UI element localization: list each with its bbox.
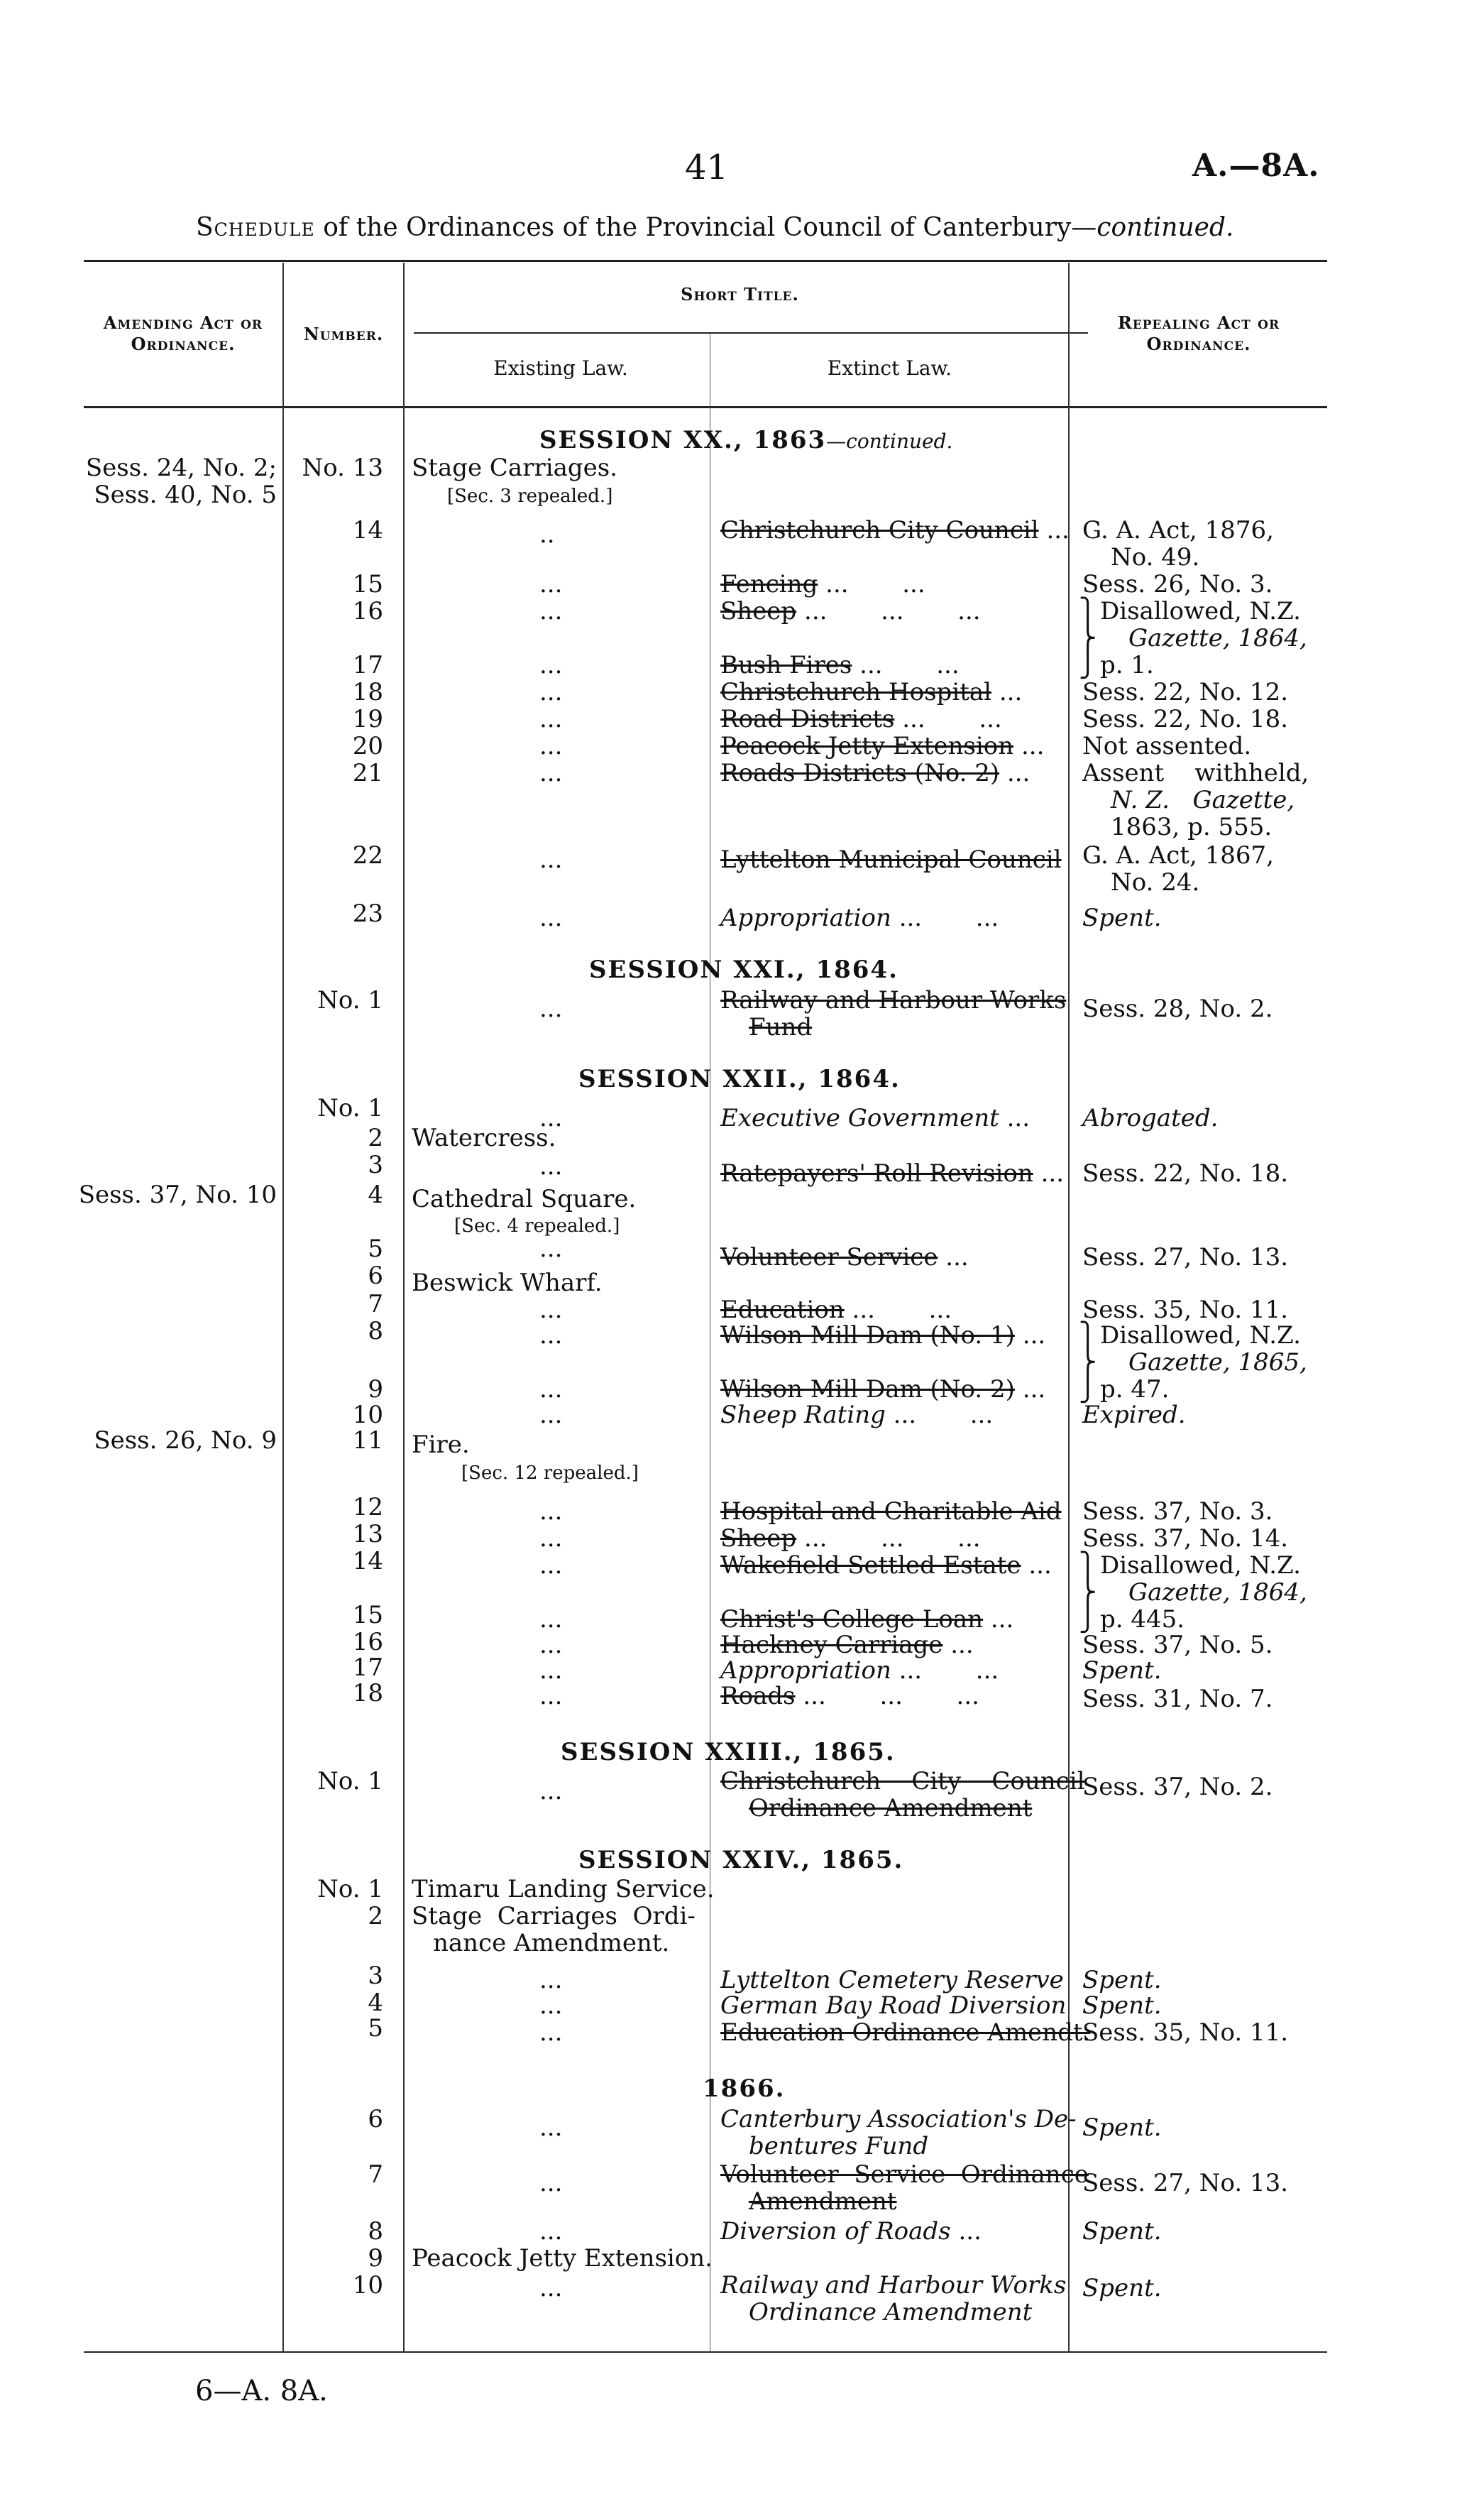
leader-dots: ... [539,995,563,1023]
repealing-cell: Sess. 37, No. 14. [1082,1524,1289,1553]
leader-dots: ... [1022,1321,1046,1350]
leader-dots: ... [539,1966,563,1994]
extinct-law: Lyttelton Cemetery Reserve [720,1966,1064,1994]
extinct-title: Wilson Mill Dam (No. 1) [720,1321,1015,1350]
existing-law-header: Existing Law. [493,356,628,380]
row-number: 4 [368,1181,383,1209]
row-number: No. 1 [317,986,383,1015]
extinct-law [720,1768,1084,1822]
session-heading [539,426,952,454]
row-number: 17 [352,1653,383,1682]
row-number: 3 [368,1151,383,1179]
leader-dots: ... ... [902,705,1002,733]
col-divider-1 [282,263,284,2351]
extinct-law [720,517,1070,544]
col-divider-2 [403,263,405,2351]
leader-dots: ... [539,732,563,760]
leader-dots: ... [539,1375,563,1404]
session-heading: SESSION XXIV., 1865. [578,1846,904,1874]
leader-dots: ... [990,1605,1014,1634]
repealing-cell: Sess. 37, No. 2. [1082,1773,1273,1801]
extinct-law [720,1606,1013,1633]
session-heading: SESSION XXI., 1864. [589,956,898,984]
repealing-header-line2: Ordinance. [1146,334,1251,354]
extinct-title: Sheep Rating [720,1401,886,1429]
existing-line: Stage Carriages Ordi- [412,1902,696,1930]
extinct-title: Ordinance Amendment [749,1794,1033,1822]
header-bottom-rule [84,406,1327,408]
extinct-title: Christchurch Hospital [720,678,992,706]
row-number: 6 [368,1262,383,1290]
extinct-law [720,2272,1066,2326]
repealing-cell: Sess. 37, No. 5. [1082,1631,1273,1659]
existing-law: Timaru Landing Service. [412,1875,715,1903]
extinct-title: bentures Fund [749,2132,929,2160]
repealing-cell: Expired. [1082,1401,1186,1429]
amending-cell [78,454,277,508]
repealing-cell: Sess. 22, No. 18. [1082,1159,1289,1188]
leader-dots: ... ... ... [804,597,981,625]
repealing-cell: Sess. 37, No. 3. [1082,1497,1273,1526]
leader-dots: ... ... [893,1401,994,1429]
table-bottom-rule [84,2351,1327,2353]
leader-dots: ... [539,2217,563,2246]
schedule-title-main: of the Ordinances of the Provincial Council of Canterbury— [314,213,1097,242]
leader-dots: ... [1022,1375,1046,1404]
leader-dots: ... ... ... [803,1682,979,1710]
leader-dots: ... [539,1497,563,1526]
extinct-law [720,760,1030,787]
repealing-cell: Spent. [1082,1656,1162,1685]
repealing-cell: Spent. [1082,2217,1162,2246]
existing-law: Beswick Wharf. [412,1269,603,1297]
extinct-title: Christ's College Loan [720,1605,984,1634]
repealing-line: G. A. Act, 1876, [1082,516,1274,545]
row-number: 22 [352,841,383,870]
leader-dots: ... [539,1104,563,1132]
extinct-law [720,1105,1030,1132]
extinct-law [720,1683,979,1710]
schedule-title-continued: continued. [1096,213,1234,242]
leader-dots: ... [539,1152,563,1181]
repealing-cell: Sess. 27, No. 13. [1082,2169,1289,2197]
repealing-cell: Not assented. [1082,732,1252,760]
repealing-line: Disallowed, N.Z. [1100,1321,1301,1350]
amending-line: Sess. 40, No. 5 [94,481,277,509]
extinct-title: Peacock Jetty Extension [720,732,1014,760]
session-heading: SESSION XXII., 1864. [578,1065,901,1093]
amending-cell: Sess. 37, No. 10 [78,1181,277,1209]
brace-icon: ⎫ ⎬ ⎭ [1079,1321,1097,1404]
row-number: 16 [352,1628,383,1656]
extinct-title: Fund [749,1013,813,1041]
repealing-cell: Sess. 26, No. 3. [1082,570,1273,598]
row-number: No. 1 [317,1767,383,1795]
extinct-title: Bush Fires [720,651,852,679]
leader-dots: .. [539,520,555,549]
row-number: 10 [352,1401,383,1429]
row-number: 2 [368,1124,383,1152]
extinct-law [720,1657,999,1684]
row-number: 8 [368,1317,383,1345]
leader-dots: ... [539,904,563,932]
repealing-cell [1100,1552,1307,1633]
extinct-law [720,2218,982,2245]
row-number: 16 [352,597,383,625]
extinct-title: Appropriation [720,904,891,932]
repealing-cell: Sess. 22, No. 12. [1082,678,1289,706]
amending-header-line2: Ordinance. [131,334,236,354]
extinct-title: Hackney Carriage [720,1631,943,1659]
repealing-line: Gazette, 1864, [1128,1578,1307,1607]
repealing-cell [1082,760,1309,841]
row-number: No. 13 [302,454,383,482]
leader-dots: ... [539,1777,563,1805]
extinct-title: Hospital and Charitable Aid [720,1497,1062,1526]
extinct-law [720,1498,1062,1525]
repealing-line: p. 47. [1100,1375,1170,1404]
row-number: No. 1 [317,1094,383,1122]
repealing-line: Gazette, 1864, [1128,624,1307,652]
leader-dots: ... [539,678,563,706]
brace-icon: ⎫ ⎬ ⎭ [1079,597,1097,679]
existing-line: nance Amendment. [433,1929,670,1957]
row-number: 13 [352,1520,383,1548]
leader-dots: ... [539,1524,563,1553]
leader-dots: ... [539,1682,563,1710]
repealing-line: Assent withheld, [1082,759,1309,787]
leader-dots: ... [539,846,563,874]
extinct-title: Railway and Harbour Works [720,986,1067,1015]
row-number: 7 [368,1290,383,1318]
extinct-law [720,904,999,931]
section-note: [Sec. 3 repealed.] [447,486,613,507]
repealing-cell: Sess. 35, No. 11. [1082,1296,1289,1324]
extinct-title: Railway and Harbour Works [720,2271,1067,2300]
extinct-title: Appropriation [720,1656,891,1685]
extinct-title: Education [720,1296,845,1324]
repealing-line: No. 49. [1111,543,1200,572]
repealing-line: p. 445. [1100,1605,1185,1634]
extinct-title: Canterbury Association's De- [720,2105,1077,2133]
session-heading: SESSION XXIII., 1865. [561,1738,896,1766]
leader-dots: ... ... [859,651,960,679]
leader-dots: ... [539,759,563,787]
row-number: 5 [368,2014,383,2043]
leader-dots: ... [539,2274,563,2302]
existing-law [412,1903,696,1957]
extinct-law [720,2161,1089,2215]
extinct-title: Lyttelton Municipal Council [720,846,1062,874]
session-title: SESSION XX., 1863 [539,426,827,454]
leader-dots: ... ... ... [804,1524,981,1553]
leader-dots: ... [539,705,563,733]
extinct-law [720,1376,1045,1403]
leader-dots: ... [539,1296,563,1324]
leader-dots: ... [539,1235,563,1263]
extinct-title: Wilson Mill Dam (No. 2) [720,1375,1015,1404]
short-title-header: Short Title. [681,284,799,305]
extinct-title: Roads Districts (No. 2) [720,759,1000,787]
leader-dots: ... [1028,1551,1052,1580]
repealing-cell [1082,842,1274,896]
row-number: 20 [352,732,383,760]
extinct-law [720,733,1044,760]
schedule-title [196,213,1233,242]
row-number: 19 [352,705,383,733]
section-note: [Sec. 4 repealed.] [454,1215,620,1237]
existing-law: Peacock Jetty Extension. [412,2244,713,2273]
repealing-line: No. 24. [1111,868,1200,897]
extinct-title: Volunteer Service Ordinance [720,2160,1089,2189]
row-number: 12 [352,1493,383,1521]
repealing-cell: Sess. 31, No. 7. [1082,1685,1273,1713]
extinct-title: Christchurch City Council [720,1767,1085,1795]
extinct-title: Diversion of Roads [720,2217,951,2246]
repealing-cell: Abrogated. [1082,1104,1219,1132]
repealing-cell: Spent. [1082,904,1162,932]
repealing-header [1070,312,1327,355]
leader-dots: ... [539,2169,563,2197]
leader-dots: ... [539,1401,563,1429]
amending-header [84,312,282,355]
repealing-cell: Sess. 28, No. 2. [1082,995,1273,1023]
extinct-law [720,652,960,679]
schedule-title-lead: Schedule [196,213,315,242]
row-number: 21 [352,759,383,787]
extinct-title: Volunteer Service [720,1243,938,1272]
extinct-law [720,706,1002,733]
row-number: 9 [368,1375,383,1404]
leader-dots: ... [539,651,563,679]
leader-dots: ... [1021,732,1045,760]
row-number: 10 [352,2271,383,2300]
leader-dots: ... [539,570,563,598]
existing-law: Fire. [412,1431,470,1459]
leader-dots: ... [950,1631,974,1659]
leader-dots: ... [1006,759,1030,787]
extinct-law [720,2106,1077,2160]
repealing-cell: Spent. [1082,1991,1162,2020]
row-number: 2 [368,1902,383,1930]
printer-signature: 6—A. 8A. [195,2375,328,2407]
extinct-law [720,679,1022,706]
extinct-law [720,1322,1045,1349]
leader-dots: ... [1040,1159,1065,1188]
extinct-law [720,598,981,625]
repealing-cell [1082,517,1274,571]
extinct-law [720,1401,993,1428]
amending-header-line1: Amending Act or [103,312,263,333]
repealing-line: N. Z. Gazette, [1111,786,1295,814]
amending-line: Sess. 24, No. 2; [85,454,277,482]
row-number: 18 [352,1679,383,1707]
repealing-cell: Spent. [1082,2114,1162,2142]
leader-dots: ... ... [825,570,925,598]
extinct-title: Road Districts [720,705,895,733]
table-top-rule [84,260,1327,262]
leader-dots: ... [945,1243,969,1272]
row-number: 15 [352,570,383,598]
repealing-line: p. 1. [1100,651,1154,679]
leader-dots: ... [539,1656,563,1685]
repealing-line: Disallowed, N.Z. [1100,597,1301,625]
extinct-law [720,1552,1052,1579]
row-number: 6 [368,2105,383,2133]
existing-law: Stage Carriages. [412,454,617,482]
repealing-cell [1100,598,1307,679]
repealing-cell: Sess. 35, No. 11. [1082,2018,1289,2047]
repealing-line: Gazette, 1865, [1128,1348,1307,1377]
leader-dots: ... [1006,1104,1030,1132]
row-number: 23 [352,899,383,928]
row-number: 3 [368,1962,383,1990]
leader-dots: ... [1046,516,1070,545]
extinct-law [720,846,1062,873]
row-number: 5 [368,1235,383,1263]
leader-dots: ... [539,1991,563,2020]
number-header: Number. [303,324,384,344]
extinct-law: German Bay Road Diversion [720,1991,1067,2020]
extinct-law [720,1525,981,1552]
leader-dots: ... [539,1605,563,1634]
extinct-law [720,1296,952,1323]
extinct-title: Fencing [720,570,818,598]
document-reference: A.—8A. [1192,148,1320,184]
leader-dots: ... ... [852,1296,952,1324]
leader-dots: ... [539,2018,563,2047]
year-heading: 1866. [703,2074,786,2103]
repealing-line: G. A. Act, 1867, [1082,841,1274,870]
leader-dots: ... ... [898,1656,999,1685]
short-title-rule [414,332,1088,334]
leader-dots: ... ... [898,904,999,932]
existing-law: Cathedral Square. [412,1185,637,1213]
extinct-title: Ratepayers' Roll Revision [720,1159,1033,1188]
extinct-law [720,1631,974,1658]
session-suffix: —continued. [826,430,953,453]
row-number: 9 [368,2244,383,2273]
repealing-line: Disallowed, N.Z. [1100,1551,1301,1580]
row-number: 14 [352,1547,383,1575]
row-number: 17 [352,651,383,679]
leader-dots: ... [539,1631,563,1659]
amending-cell: Sess. 26, No. 9 [94,1426,277,1455]
repealing-cell [1100,1322,1307,1403]
leader-dots: ... [999,678,1023,706]
repealing-cell: Sess. 27, No. 13. [1082,1243,1289,1272]
extinct-title: Christchurch City Council [720,516,1039,545]
row-number: 14 [352,516,383,545]
brace-icon: ⎫ ⎬ ⎭ [1079,1551,1097,1634]
leader-dots: ... [539,1321,563,1350]
leader-dots: ... [539,2114,563,2142]
repealing-cell: Spent. [1082,2274,1162,2302]
page-number: 41 [685,148,729,187]
extinct-title: Amendment [749,2187,897,2216]
extinct-title: Education Ordinance Amendt. [720,2018,1091,2047]
row-number: No. 1 [317,1875,383,1903]
extinct-title: Ordinance Amendment [749,2298,1033,2326]
extinct-title: Executive Government [720,1104,999,1132]
extinct-law [720,1244,969,1271]
leader-dots: ... [539,597,563,625]
section-note: [Sec. 12 repealed.] [461,1462,639,1484]
leader-dots: ... [539,1551,563,1580]
extinct-title: Wakefield Settled Estate [720,1551,1021,1580]
existing-law: Watercress. [412,1124,556,1152]
row-number: 8 [368,2217,383,2246]
extinct-title: Sheep [720,597,797,625]
repealing-cell: Spent. [1082,1966,1162,1994]
extinct-title: Roads [720,1682,796,1710]
leader-dots: ... [958,2217,982,2246]
extinct-title: Sheep [720,1524,797,1553]
extinct-law [720,1160,1064,1187]
extinct-law [720,571,925,598]
repealing-cell: Sess. 22, No. 18. [1082,705,1289,733]
repealing-header-line1: Repealing Act or [1117,312,1280,333]
extinct-law [720,987,1066,1041]
row-number: 7 [368,2160,383,2189]
row-number: 15 [352,1601,383,1629]
repealing-line: 1863, p. 555. [1111,813,1273,841]
row-number: 4 [368,1989,383,2017]
extinct-law-header: Extinct Law. [827,356,952,380]
extinct-law [720,2019,1090,2046]
row-number: 18 [352,678,383,706]
row-number: 11 [352,1426,383,1455]
